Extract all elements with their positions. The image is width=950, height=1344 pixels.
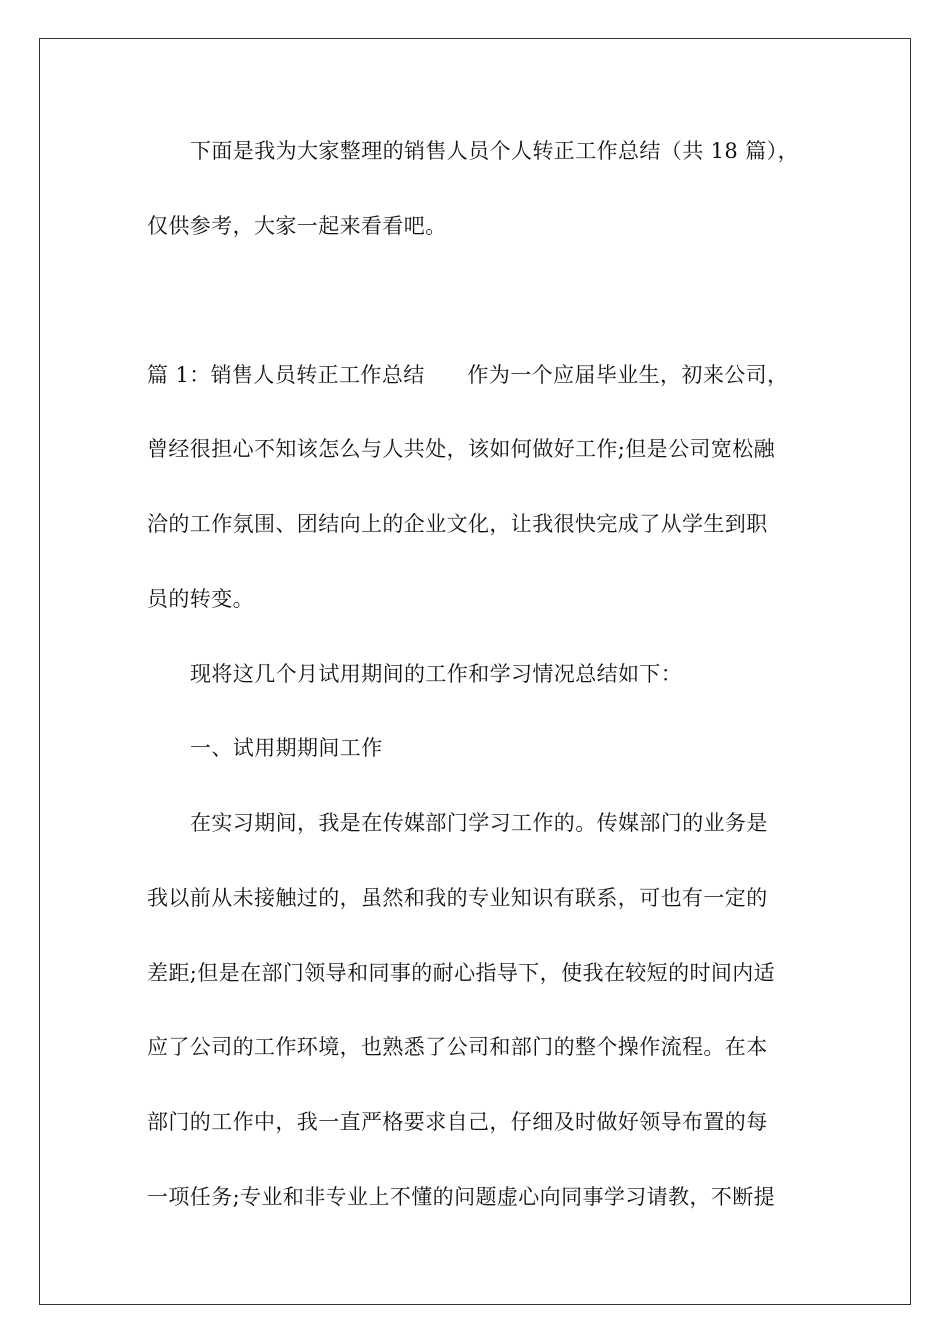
text-line-11: 差距;但是在部门领导和同事的耐心指导下，使我在较短的时间内适 bbox=[147, 961, 776, 985]
text-line-14: 一项任务;专业和非专业上不懂的问题虚心向同事学习请教，不断提 bbox=[147, 1185, 776, 1209]
text-line-2: 仅供参考，大家一起来看看吧。 bbox=[147, 214, 447, 238]
section-heading: 一、试用期期间工作 bbox=[190, 736, 383, 760]
text-line-13: 部门的工作中，我一直严格要求自己，仔细及时做好领导布置的每 bbox=[147, 1110, 768, 1134]
text-line-4: 曾经很担心不知该怎么与人共处，该如何做好工作;但是公司宽松融 bbox=[147, 437, 776, 461]
text-line-12: 应了公司的工作环境，也熟悉了公司和部门的整个操作流程。在本 bbox=[147, 1035, 768, 1059]
text-line-1: 下面是我为大家整理的销售人员个人转正工作总结（共 18 篇）， bbox=[190, 139, 799, 163]
text-line-5: 洽的工作氛围、团结向上的企业文化，让我很快完成了从学生到职 bbox=[147, 512, 768, 536]
text-line-9: 在实习期间，我是在传媒部门学习工作的。传媒部门的业务是 bbox=[190, 811, 768, 835]
text-line-6: 员的转变。 bbox=[147, 587, 254, 611]
text-line-10: 我以前从未接触过的，虽然和我的专业知识有联系，可也有一定的 bbox=[147, 886, 768, 910]
text-line-7: 现将这几个月试用期间的工作和学习情况总结如下： bbox=[190, 662, 683, 686]
text-line-3: 篇 1：销售人员转正工作总结 作为一个应届毕业生，初来公司， bbox=[147, 363, 789, 387]
